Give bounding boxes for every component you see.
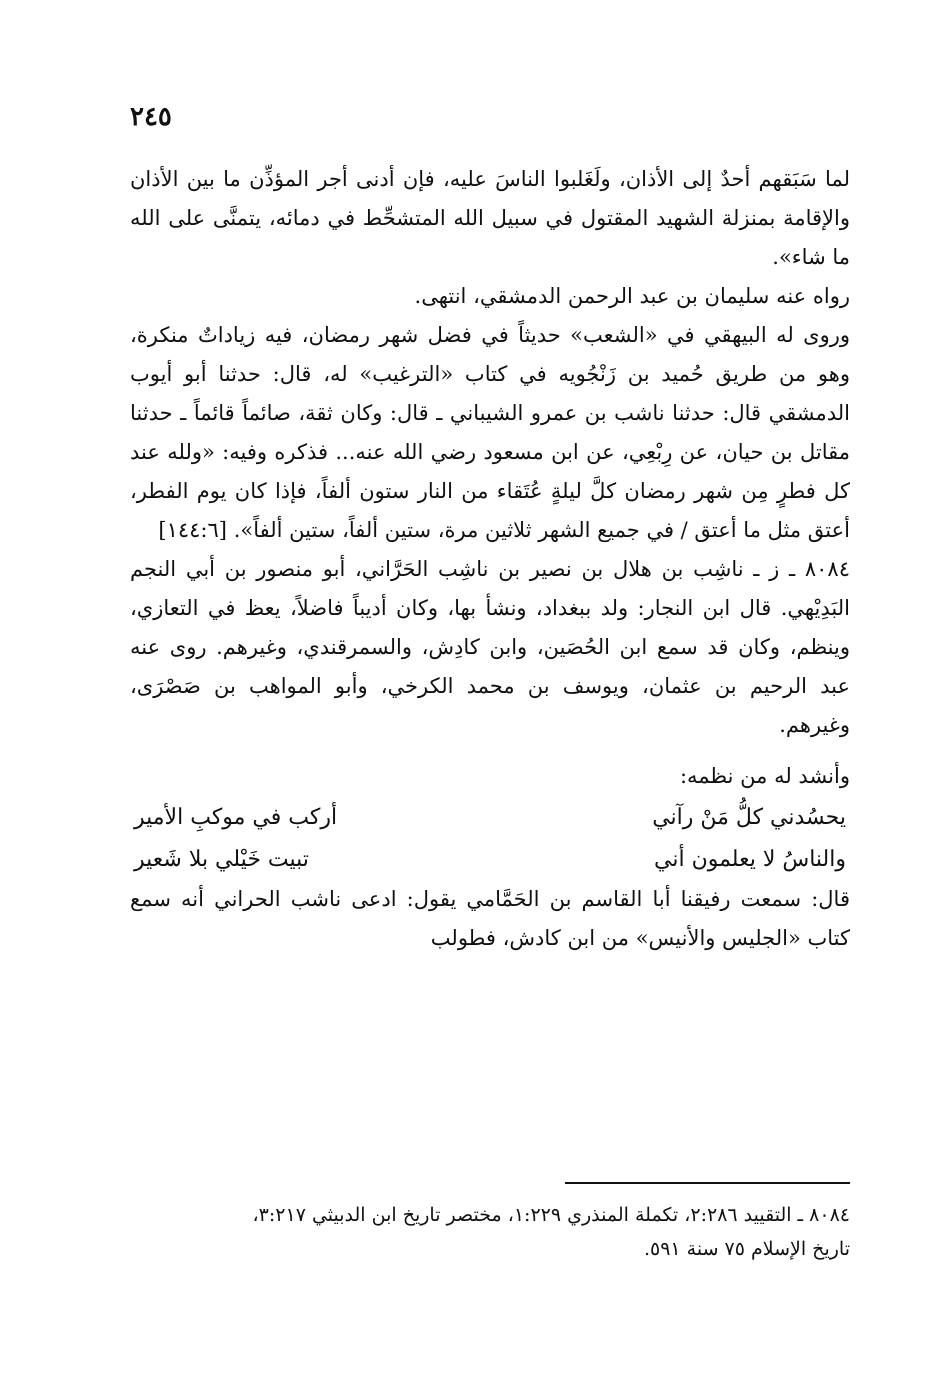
poem-verse [130, 796, 850, 838]
entry-8084: ٨٠٨٤ ـ ز ـ ناشِب بن هلال بن نصير بن ناشِب الحَرَّاني، أبو منصور بن أبي النجم البَدِيْهي. قال ابن النجار: ولد ببغداد، ونشأ بها، وكان أديباً فاضلاً، يعظ في التعازي، وينظم، وكان قد سمع ابن الحُصَين، وابن كادِش، والسمرقندي، وغيرهم. روى عنه عبد الرحيم بن عثمان، ويوسف بن محمد الكرخي، وأبو المواهب بن صَصْرَى، وغيرهم. [130, 557, 850, 737]
footnotes [130, 1198, 850, 1266]
paragraph-narration: رواه عنه سليمان بن عبد الرحمن الدمشقي، انتهى. [414, 284, 850, 308]
footnote-line: تاريخ الإسلام ٧٥ سنة ٥٩١. [643, 1238, 850, 1260]
poem [130, 796, 850, 880]
poem-intro: وأنشد له من نظمه: [679, 764, 850, 788]
poem-hemistich-second: تبيت خَيْلي بلا شَعير [134, 846, 309, 872]
closing-paragraph: قال: سمعت رفيقنا أبا القاسم بن الحَمَّامي يقول: ادعى ناشب الحراني أنه سمع كتاب «الجليس والأنيس» من ابن كادش، فطولب [130, 887, 850, 950]
main-text [130, 160, 850, 958]
paragraph-bayhaqi [130, 316, 850, 550]
poem-verse [130, 838, 850, 880]
page-number: ٢٤٥ [130, 102, 172, 132]
poem-hemistich-first: يحسُدني كلُّ مَنْ رآني [652, 804, 846, 830]
footnote-divider [565, 1182, 850, 1184]
margin-reference: [١٤٤:٦] [158, 518, 227, 542]
poem-hemistich-second: أركب في موكبِ الأمير [134, 804, 338, 830]
poem-hemistich-first: والناسُ لا يعلمون أني [654, 846, 846, 872]
paragraph-bayhaqi-text: وروى له البيهقي في «الشعب» حديثاً في فضل شهر رمضان، فيه زياداتٌ منكرة، وهو من طريق حُميد بن زَنْجُويه في كتاب «الترغيب» له، قال: حدثنا أبو أيوب الدمشقي قال: حدثنا ناشب بن عمرو الشيباني ـ قال: وكان ثقة، صائماً قائماً ـ حدثنا مقاتل بن حيان، عن رِبْعِي، عن ابن مسعود رضي الله عنه... فذكره وفيه: «ولله عند كل فطرٍ مِن شهر رمضان كلَّ ليلةٍ عُتَقاء من النار ستون ألفاً، فإذا كان يوم الفطر، أعتق مثل ما أعتق / في جميع الشهر ثلاثين مرة، ستين ألفاً، ستين ألفاً». [130, 323, 850, 542]
footnote-line: ٨٠٨٤ ـ التقييد ٢:٢٨٦، تكملة المنذري ١:٢٢٩، مختصر تاريخ ابن الدبيثي ٣:٢١٧، [252, 1204, 850, 1226]
paragraph-hadith-end: لما سَبَقهم أحدٌ إلى الأذان، ولَغَلبوا الناسَ عليه، فإن أدنى أجر المؤذِّن ما بين الأذان والإقامة بمنزلة الشهيد المقتول في سبيل الله المتشحِّط في دمائه، يتمنَّى على الله ما شاء». [130, 167, 850, 269]
